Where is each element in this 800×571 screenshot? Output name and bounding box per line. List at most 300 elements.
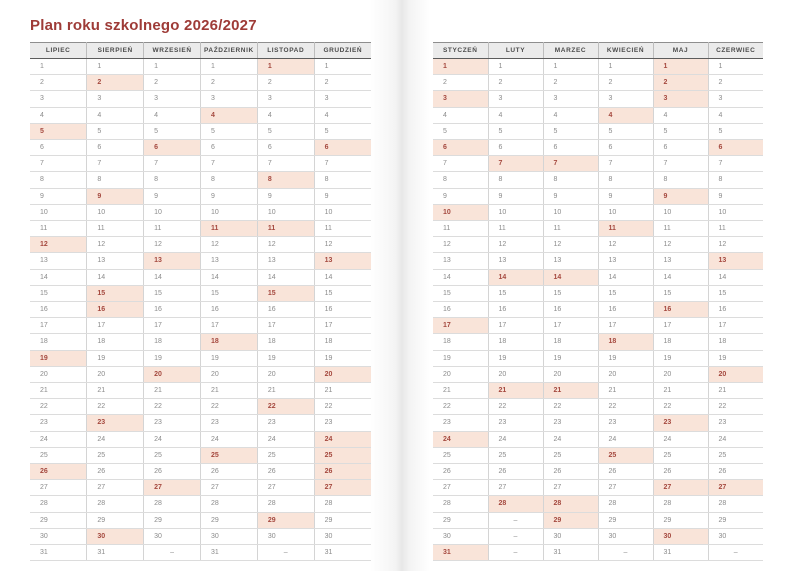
day-cell: 9 bbox=[257, 188, 314, 204]
day-cell: 31 bbox=[200, 545, 257, 561]
day-row bbox=[433, 480, 763, 496]
calendar-left bbox=[30, 42, 371, 561]
day-cell: 19 bbox=[144, 350, 201, 366]
day-cell: 1 bbox=[144, 59, 201, 75]
day-cell: 20 bbox=[543, 366, 598, 382]
day-cell: 1 bbox=[200, 59, 257, 75]
day-cell: 22 bbox=[433, 399, 488, 415]
day-cell: 2 bbox=[144, 75, 201, 91]
day-cell: 22 bbox=[543, 399, 598, 415]
day-cell: 19 bbox=[87, 350, 144, 366]
day-cell: 18 bbox=[543, 334, 598, 350]
day-cell: 15 bbox=[543, 285, 598, 301]
day-row bbox=[30, 366, 371, 382]
day-cell: 25 bbox=[257, 447, 314, 463]
day-cell: 27 bbox=[144, 480, 201, 496]
calendar-table-left bbox=[30, 42, 371, 561]
day-cell: 2 bbox=[257, 75, 314, 91]
day-cell: 5 bbox=[87, 123, 144, 139]
day-cell: 11 bbox=[598, 221, 653, 237]
day-cell: 26 bbox=[30, 464, 87, 480]
day-cell: 23 bbox=[314, 415, 371, 431]
day-cell: 12 bbox=[488, 237, 543, 253]
day-cell: 15 bbox=[708, 285, 763, 301]
day-cell: 18 bbox=[200, 334, 257, 350]
day-cell: 4 bbox=[144, 107, 201, 123]
day-cell: 17 bbox=[144, 318, 201, 334]
day-cell: 2 bbox=[433, 75, 488, 91]
page-gutter-shadow bbox=[370, 0, 430, 571]
calendar-table-right bbox=[433, 42, 763, 561]
day-cell: 11 bbox=[144, 221, 201, 237]
day-row bbox=[30, 512, 371, 528]
day-cell: 6 bbox=[433, 140, 488, 156]
day-cell: 21 bbox=[653, 383, 708, 399]
day-cell: 18 bbox=[314, 334, 371, 350]
day-cell: 14 bbox=[314, 269, 371, 285]
empty-day-cell: – bbox=[257, 545, 314, 561]
day-row bbox=[30, 496, 371, 512]
day-cell: 6 bbox=[314, 140, 371, 156]
day-row bbox=[30, 480, 371, 496]
day-row bbox=[30, 269, 371, 285]
day-cell: 16 bbox=[144, 302, 201, 318]
day-cell: 14 bbox=[708, 269, 763, 285]
day-cell: 13 bbox=[30, 253, 87, 269]
day-row bbox=[433, 140, 763, 156]
day-cell: 25 bbox=[543, 447, 598, 463]
day-cell: 28 bbox=[257, 496, 314, 512]
day-row bbox=[30, 188, 371, 204]
day-cell: 13 bbox=[543, 253, 598, 269]
day-row bbox=[30, 221, 371, 237]
day-cell: 27 bbox=[598, 480, 653, 496]
day-cell: 3 bbox=[30, 91, 87, 107]
day-cell: 30 bbox=[653, 528, 708, 544]
day-cell: 20 bbox=[87, 366, 144, 382]
day-cell: 16 bbox=[257, 302, 314, 318]
day-cell: 10 bbox=[30, 204, 87, 220]
day-cell: 6 bbox=[653, 140, 708, 156]
day-cell: 5 bbox=[598, 123, 653, 139]
day-cell: 21 bbox=[257, 383, 314, 399]
day-row bbox=[433, 156, 763, 172]
day-cell: 17 bbox=[314, 318, 371, 334]
day-cell: 29 bbox=[144, 512, 201, 528]
day-cell: 6 bbox=[488, 140, 543, 156]
day-cell: 19 bbox=[598, 350, 653, 366]
day-cell: 25 bbox=[200, 447, 257, 463]
day-cell: 12 bbox=[144, 237, 201, 253]
day-cell: 1 bbox=[257, 59, 314, 75]
day-row bbox=[30, 431, 371, 447]
day-row bbox=[30, 528, 371, 544]
day-cell: 7 bbox=[488, 156, 543, 172]
day-cell: 22 bbox=[144, 399, 201, 415]
day-cell: 4 bbox=[708, 107, 763, 123]
day-cell: 10 bbox=[200, 204, 257, 220]
day-cell: 8 bbox=[433, 172, 488, 188]
day-cell: 30 bbox=[87, 528, 144, 544]
day-cell: 24 bbox=[488, 431, 543, 447]
day-cell: 1 bbox=[30, 59, 87, 75]
day-cell: 16 bbox=[543, 302, 598, 318]
day-cell: 2 bbox=[543, 75, 598, 91]
day-cell: 15 bbox=[653, 285, 708, 301]
day-cell: 16 bbox=[488, 302, 543, 318]
day-cell: 31 bbox=[433, 545, 488, 561]
day-cell: 4 bbox=[653, 107, 708, 123]
day-row bbox=[30, 447, 371, 463]
day-cell: 6 bbox=[87, 140, 144, 156]
day-cell: 27 bbox=[708, 480, 763, 496]
day-row bbox=[30, 318, 371, 334]
month-header: WRZESIEŃ bbox=[144, 43, 201, 59]
day-cell: 28 bbox=[653, 496, 708, 512]
day-cell: 22 bbox=[87, 399, 144, 415]
day-cell: 9 bbox=[653, 188, 708, 204]
day-cell: 27 bbox=[543, 480, 598, 496]
empty-day-cell: – bbox=[488, 545, 543, 561]
day-cell: 7 bbox=[433, 156, 488, 172]
day-cell: 29 bbox=[708, 512, 763, 528]
day-cell: 28 bbox=[200, 496, 257, 512]
day-row bbox=[30, 91, 371, 107]
day-row bbox=[433, 399, 763, 415]
day-cell: 17 bbox=[708, 318, 763, 334]
day-row bbox=[30, 75, 371, 91]
day-cell: 9 bbox=[144, 188, 201, 204]
day-cell: 21 bbox=[144, 383, 201, 399]
day-cell: 24 bbox=[598, 431, 653, 447]
day-cell: 25 bbox=[87, 447, 144, 463]
day-cell: 10 bbox=[708, 204, 763, 220]
day-cell: 4 bbox=[543, 107, 598, 123]
day-cell: 27 bbox=[257, 480, 314, 496]
day-cell: 21 bbox=[314, 383, 371, 399]
day-cell: 12 bbox=[87, 237, 144, 253]
day-cell: 8 bbox=[488, 172, 543, 188]
day-cell: 8 bbox=[653, 172, 708, 188]
day-cell: 24 bbox=[314, 431, 371, 447]
month-header: CZERWIEC bbox=[708, 43, 763, 59]
day-cell: 24 bbox=[257, 431, 314, 447]
day-cell: 27 bbox=[653, 480, 708, 496]
day-row bbox=[433, 545, 763, 561]
day-cell: 27 bbox=[433, 480, 488, 496]
day-cell: 18 bbox=[598, 334, 653, 350]
day-cell: 11 bbox=[708, 221, 763, 237]
day-cell: 3 bbox=[598, 91, 653, 107]
day-cell: 12 bbox=[653, 237, 708, 253]
day-cell: 24 bbox=[543, 431, 598, 447]
day-row bbox=[433, 383, 763, 399]
day-cell: 7 bbox=[653, 156, 708, 172]
day-cell: 20 bbox=[314, 366, 371, 382]
day-cell: 19 bbox=[30, 350, 87, 366]
day-cell: 30 bbox=[708, 528, 763, 544]
day-cell: 3 bbox=[653, 91, 708, 107]
day-row bbox=[433, 123, 763, 139]
day-cell: 4 bbox=[598, 107, 653, 123]
day-cell: 10 bbox=[653, 204, 708, 220]
day-cell: 9 bbox=[543, 188, 598, 204]
day-cell: 10 bbox=[488, 204, 543, 220]
day-row bbox=[30, 140, 371, 156]
month-header: SIERPIEŃ bbox=[87, 43, 144, 59]
day-cell: 15 bbox=[488, 285, 543, 301]
day-cell: 3 bbox=[200, 91, 257, 107]
day-cell: 19 bbox=[543, 350, 598, 366]
day-cell: 13 bbox=[433, 253, 488, 269]
day-cell: 4 bbox=[488, 107, 543, 123]
day-cell: 11 bbox=[543, 221, 598, 237]
day-row bbox=[433, 415, 763, 431]
day-cell: 11 bbox=[200, 221, 257, 237]
day-cell: 14 bbox=[598, 269, 653, 285]
day-cell: 23 bbox=[543, 415, 598, 431]
day-cell: 2 bbox=[30, 75, 87, 91]
day-cell: 8 bbox=[708, 172, 763, 188]
day-cell: 16 bbox=[87, 302, 144, 318]
day-cell: 29 bbox=[598, 512, 653, 528]
day-cell: 18 bbox=[30, 334, 87, 350]
day-cell: 28 bbox=[433, 496, 488, 512]
day-cell: 30 bbox=[433, 528, 488, 544]
day-cell: 12 bbox=[257, 237, 314, 253]
day-cell: 20 bbox=[488, 366, 543, 382]
day-cell: 19 bbox=[708, 350, 763, 366]
day-cell: 21 bbox=[200, 383, 257, 399]
day-cell: 21 bbox=[30, 383, 87, 399]
day-cell: 29 bbox=[314, 512, 371, 528]
day-cell: 17 bbox=[87, 318, 144, 334]
day-cell: 4 bbox=[200, 107, 257, 123]
day-row bbox=[30, 253, 371, 269]
day-cell: 31 bbox=[87, 545, 144, 561]
day-row bbox=[433, 496, 763, 512]
day-cell: 1 bbox=[433, 59, 488, 75]
day-row bbox=[433, 512, 763, 528]
day-cell: 5 bbox=[200, 123, 257, 139]
day-cell: 1 bbox=[314, 59, 371, 75]
day-cell: 30 bbox=[257, 528, 314, 544]
day-cell: 7 bbox=[30, 156, 87, 172]
day-cell: 21 bbox=[598, 383, 653, 399]
month-header-row bbox=[30, 43, 371, 59]
day-cell: 14 bbox=[87, 269, 144, 285]
day-row bbox=[30, 334, 371, 350]
day-cell: 28 bbox=[87, 496, 144, 512]
day-cell: 5 bbox=[653, 123, 708, 139]
day-cell: 31 bbox=[653, 545, 708, 561]
day-cell: 28 bbox=[708, 496, 763, 512]
day-cell: 22 bbox=[314, 399, 371, 415]
day-cell: 29 bbox=[433, 512, 488, 528]
day-row bbox=[433, 528, 763, 544]
day-cell: 21 bbox=[543, 383, 598, 399]
day-cell: 10 bbox=[144, 204, 201, 220]
day-cell: 20 bbox=[257, 366, 314, 382]
day-cell: 26 bbox=[488, 464, 543, 480]
day-cell: 17 bbox=[598, 318, 653, 334]
day-cell: 21 bbox=[708, 383, 763, 399]
day-cell: 8 bbox=[30, 172, 87, 188]
day-cell: 13 bbox=[708, 253, 763, 269]
day-cell: 2 bbox=[314, 75, 371, 91]
day-cell: 25 bbox=[598, 447, 653, 463]
day-cell: 12 bbox=[200, 237, 257, 253]
day-cell: 6 bbox=[708, 140, 763, 156]
day-cell: 23 bbox=[488, 415, 543, 431]
day-cell: 25 bbox=[488, 447, 543, 463]
day-cell: 3 bbox=[314, 91, 371, 107]
day-cell: 10 bbox=[598, 204, 653, 220]
day-cell: 8 bbox=[598, 172, 653, 188]
month-header: LISTOPAD bbox=[257, 43, 314, 59]
day-cell: 29 bbox=[257, 512, 314, 528]
day-cell: 12 bbox=[598, 237, 653, 253]
day-cell: 8 bbox=[314, 172, 371, 188]
day-cell: 23 bbox=[144, 415, 201, 431]
day-cell: 30 bbox=[543, 528, 598, 544]
day-cell: 28 bbox=[543, 496, 598, 512]
day-cell: 25 bbox=[708, 447, 763, 463]
day-cell: 14 bbox=[257, 269, 314, 285]
day-cell: 26 bbox=[314, 464, 371, 480]
day-row bbox=[433, 91, 763, 107]
day-cell: 15 bbox=[314, 285, 371, 301]
day-cell: 9 bbox=[87, 188, 144, 204]
day-row bbox=[30, 464, 371, 480]
day-cell: 20 bbox=[200, 366, 257, 382]
day-cell: 23 bbox=[257, 415, 314, 431]
day-cell: 23 bbox=[598, 415, 653, 431]
day-cell: 7 bbox=[87, 156, 144, 172]
day-row bbox=[433, 253, 763, 269]
day-cell: 6 bbox=[257, 140, 314, 156]
day-cell: 23 bbox=[708, 415, 763, 431]
day-cell: 25 bbox=[314, 447, 371, 463]
day-cell: 7 bbox=[598, 156, 653, 172]
day-cell: 12 bbox=[433, 237, 488, 253]
day-cell: 4 bbox=[87, 107, 144, 123]
day-cell: 23 bbox=[433, 415, 488, 431]
day-cell: 12 bbox=[314, 237, 371, 253]
day-row bbox=[30, 59, 371, 75]
day-row bbox=[433, 221, 763, 237]
day-cell: 6 bbox=[598, 140, 653, 156]
day-cell: 2 bbox=[488, 75, 543, 91]
day-row bbox=[30, 237, 371, 253]
day-row bbox=[30, 383, 371, 399]
day-cell: 23 bbox=[87, 415, 144, 431]
day-cell: 21 bbox=[87, 383, 144, 399]
day-cell: 18 bbox=[144, 334, 201, 350]
day-cell: 22 bbox=[200, 399, 257, 415]
day-cell: 5 bbox=[257, 123, 314, 139]
day-cell: 13 bbox=[598, 253, 653, 269]
day-cell: 18 bbox=[257, 334, 314, 350]
day-row bbox=[30, 172, 371, 188]
day-cell: 26 bbox=[653, 464, 708, 480]
day-cell: 6 bbox=[200, 140, 257, 156]
day-cell: 14 bbox=[433, 269, 488, 285]
day-cell: 2 bbox=[598, 75, 653, 91]
day-cell: 11 bbox=[257, 221, 314, 237]
day-cell: 15 bbox=[144, 285, 201, 301]
day-cell: 15 bbox=[87, 285, 144, 301]
day-cell: 24 bbox=[30, 431, 87, 447]
day-cell: 28 bbox=[30, 496, 87, 512]
day-cell: 27 bbox=[87, 480, 144, 496]
day-cell: 26 bbox=[708, 464, 763, 480]
day-cell: 16 bbox=[30, 302, 87, 318]
day-cell: 24 bbox=[708, 431, 763, 447]
day-cell: 29 bbox=[543, 512, 598, 528]
page-title: Plan roku szkolnego 2026/2027 bbox=[30, 17, 257, 34]
day-cell: 31 bbox=[314, 545, 371, 561]
day-cell: 27 bbox=[488, 480, 543, 496]
day-cell: 20 bbox=[30, 366, 87, 382]
day-cell: 30 bbox=[598, 528, 653, 544]
day-cell: 13 bbox=[653, 253, 708, 269]
day-cell: 20 bbox=[598, 366, 653, 382]
day-cell: 15 bbox=[30, 285, 87, 301]
day-cell: 16 bbox=[314, 302, 371, 318]
day-cell: 20 bbox=[653, 366, 708, 382]
day-cell: 6 bbox=[30, 140, 87, 156]
day-cell: 11 bbox=[653, 221, 708, 237]
day-cell: 3 bbox=[543, 91, 598, 107]
day-row bbox=[433, 334, 763, 350]
day-cell: 25 bbox=[30, 447, 87, 463]
day-cell: 26 bbox=[87, 464, 144, 480]
day-row bbox=[30, 399, 371, 415]
day-cell: 16 bbox=[200, 302, 257, 318]
day-cell: 14 bbox=[144, 269, 201, 285]
day-cell: 15 bbox=[433, 285, 488, 301]
day-cell: 6 bbox=[144, 140, 201, 156]
day-cell: 1 bbox=[708, 59, 763, 75]
day-row bbox=[30, 545, 371, 561]
calendar-right bbox=[433, 42, 763, 561]
day-cell: 23 bbox=[653, 415, 708, 431]
month-header: LIPIEC bbox=[30, 43, 87, 59]
day-cell: 29 bbox=[653, 512, 708, 528]
day-row bbox=[433, 188, 763, 204]
day-cell: 7 bbox=[708, 156, 763, 172]
day-row bbox=[30, 123, 371, 139]
day-cell: 7 bbox=[257, 156, 314, 172]
day-cell: 25 bbox=[653, 447, 708, 463]
day-cell: 27 bbox=[200, 480, 257, 496]
day-cell: 28 bbox=[488, 496, 543, 512]
day-cell: 24 bbox=[200, 431, 257, 447]
day-row bbox=[433, 302, 763, 318]
day-cell: 9 bbox=[708, 188, 763, 204]
day-row bbox=[433, 464, 763, 480]
day-cell: 9 bbox=[314, 188, 371, 204]
day-cell: 5 bbox=[708, 123, 763, 139]
day-cell: 1 bbox=[598, 59, 653, 75]
empty-day-cell: – bbox=[488, 512, 543, 528]
day-cell: 7 bbox=[144, 156, 201, 172]
month-header-row bbox=[433, 43, 763, 59]
day-cell: 12 bbox=[30, 237, 87, 253]
day-cell: 8 bbox=[543, 172, 598, 188]
day-cell: 24 bbox=[144, 431, 201, 447]
